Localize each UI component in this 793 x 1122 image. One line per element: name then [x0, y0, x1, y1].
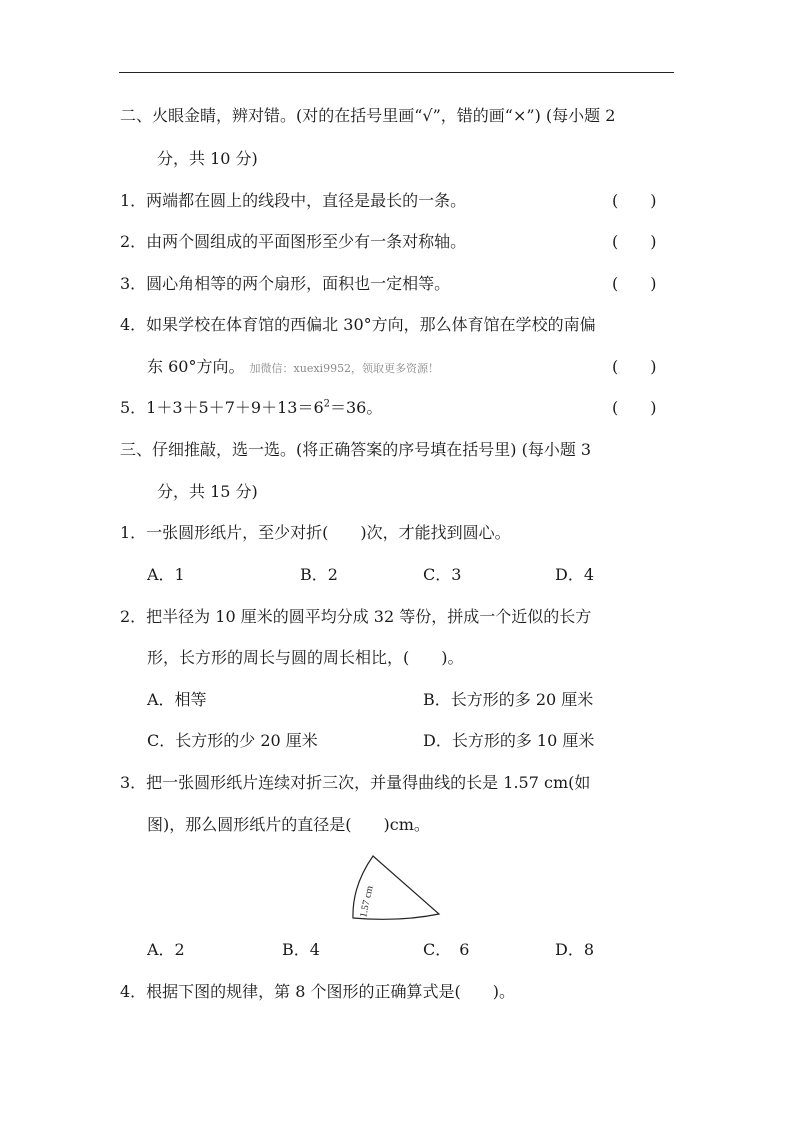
s2-item-3-answer-blank[interactable]: ( ) [612, 274, 657, 293]
s3-q1-option-d[interactable]: D．4 [555, 565, 595, 584]
s3-q3-option-b[interactable]: B．4 [282, 940, 320, 959]
s3-q2-text: 2．把半径为 10 厘米的圆平均分成 32 等份，拼成一个近似的长方 [120, 607, 592, 626]
arc-length-label: 1.57 cm [358, 884, 376, 919]
section2-heading-cont: 分，共 10 分) [157, 149, 258, 168]
section3-heading: 三、仔细推敲，选一选。(将正确答案的序号填在括号里) (每小题 3 [120, 440, 592, 459]
s3-q1-text: 1．一张圆形纸片，至少对折( )次，才能找到圆心。 [120, 523, 511, 542]
s3-q4-text: 4．根据下图的规律，第 8 个图形的正确算式是( )。 [120, 982, 516, 1001]
s2-item-4-text-cont [147, 356, 439, 380]
s3-q3-option-c[interactable]: C． 6 [423, 940, 470, 959]
section3-heading-cont: 分，共 15 分) [157, 482, 258, 501]
s3-q3-option-d[interactable]: D．8 [555, 940, 595, 959]
header-rule [119, 72, 674, 73]
s2-item-5-exponent: 2 [323, 398, 330, 410]
s2-item-5-answer-blank[interactable]: ( ) [612, 398, 657, 417]
folded-circle-sector-figure [340, 852, 450, 924]
s2-item-4-answer-blank[interactable]: ( ) [612, 357, 657, 376]
s2-item-5-expr: 5．1＋3＋5＋7＋9＋13＝6 [120, 398, 324, 417]
s2-item-2-text: 2．由两个圆组成的平面图形至少有一条对称轴。 [120, 232, 467, 251]
s2-item-1-answer-blank[interactable]: ( ) [612, 191, 657, 210]
s3-q2-option-c[interactable]: C．长方形的少 20 厘米 [147, 731, 318, 750]
section2-heading: 二、火眼金睛，辨对错。(对的在括号里画“√”，错的画“×”) (每小题 2 [120, 106, 616, 125]
s2-item-4-text: 4．如果学校在体育馆的西偏北 30°方向，那么体育馆在学校的南偏 [120, 315, 596, 334]
s3-q3-option-a[interactable]: A．2 [147, 940, 185, 959]
s2-item-4-text-line2: 东 60°方向。 [147, 357, 245, 376]
s3-q3-text-cont: 图)，那么圆形纸片的直径是( )cm。 [147, 815, 430, 834]
s3-q2-option-b[interactable]: B．长方形的多 20 厘米 [423, 690, 594, 709]
s2-item-5-result: ＝36。 [330, 398, 383, 417]
s2-item-3-text: 3．圆心角相等的两个扇形，面积也一定相等。 [120, 274, 451, 293]
s3-q1-option-c[interactable]: C．3 [423, 565, 462, 584]
s3-q3-text: 3．把一张圆形纸片连续对折三次，并量得曲线的长是 1.57 cm(如 [120, 773, 591, 792]
s3-q1-option-b[interactable]: B．2 [300, 565, 338, 584]
s3-q2-option-d[interactable]: D．长方形的多 10 厘米 [423, 731, 595, 750]
s3-q2-text-cont: 形，长方形的周长与圆的周长相比，( )。 [147, 648, 464, 667]
s2-item-1-text: 1．两端都在圆上的线段中，直径是最长的一条。 [120, 191, 467, 210]
watermark-text: 加微信：xuexi9952，领取更多资源！ [249, 362, 440, 375]
s3-q2-option-a[interactable]: A．相等 [147, 690, 207, 709]
s2-item-2-answer-blank[interactable]: ( ) [612, 232, 657, 251]
s2-item-5-text [120, 397, 382, 419]
s3-q1-option-a[interactable]: A．1 [147, 565, 185, 584]
